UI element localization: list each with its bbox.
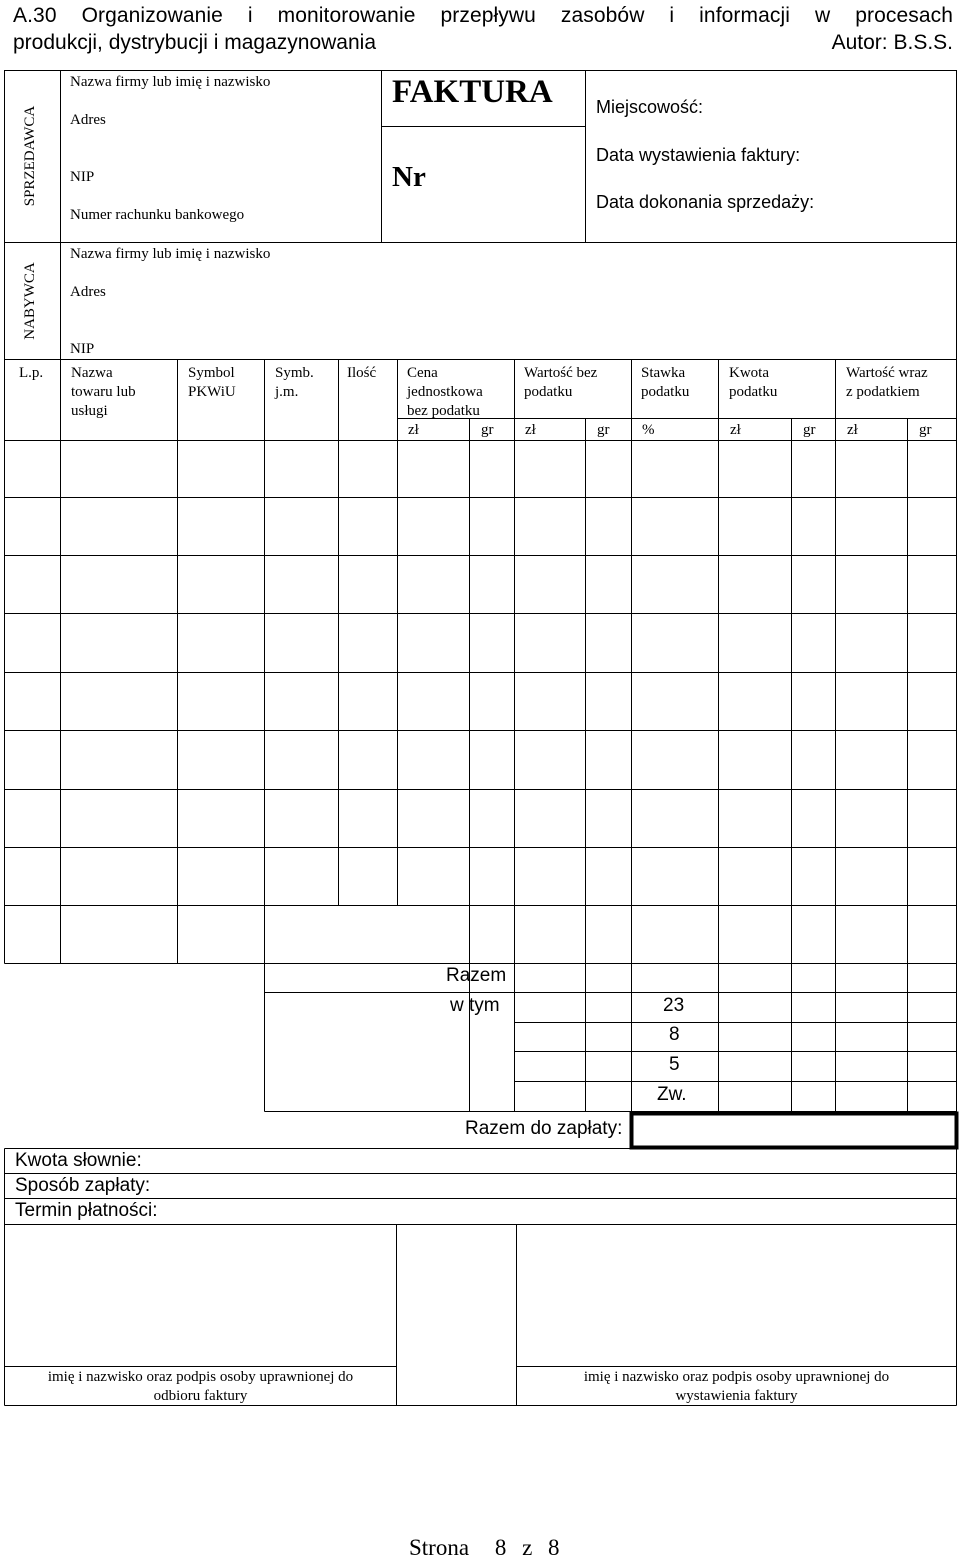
col-tax-amount-header-line-2: podatku bbox=[729, 384, 778, 400]
issuer-signature-label bbox=[517, 1368, 956, 1406]
total-label: Razem bbox=[446, 965, 507, 986]
buyer-address-label: Adres bbox=[70, 284, 106, 300]
header-author: Autor: B.S.S. bbox=[831, 31, 953, 54]
payment-term-label: Termin płatności: bbox=[15, 1200, 158, 1221]
col-pkwiu-header bbox=[188, 364, 236, 402]
col-name-header-line-2: towaru lub bbox=[71, 384, 136, 400]
unit-label-price-gr: gr bbox=[481, 422, 494, 438]
seller-address-label: Adres bbox=[70, 112, 106, 128]
issuer-signature-label-line-2: wystawienia faktury bbox=[675, 1388, 798, 1404]
rate-23: 23 bbox=[663, 995, 685, 1016]
col-tax-amount-header bbox=[729, 364, 777, 402]
rate-8: 8 bbox=[669, 1024, 680, 1045]
unit-label-gross-gr: gr bbox=[919, 422, 932, 438]
col-lp-header: L.p. bbox=[19, 365, 44, 381]
col-gross-value-header-line-1: Wartość wraz bbox=[846, 365, 928, 381]
col-unit-header-line-2: j.m. bbox=[275, 384, 299, 400]
buyer-name-label: Nazwa firmy lub imię i nazwisko bbox=[70, 246, 271, 262]
rate-5: 5 bbox=[669, 1054, 680, 1075]
col-rate-header-line-2: podatku bbox=[641, 384, 690, 400]
col-unit-price-header-line-2: jednostkowa bbox=[407, 384, 483, 400]
col-net-value-header-line-2: podatku bbox=[524, 384, 573, 400]
header-line-2: produkcji, dystrybucji i magazynowania bbox=[13, 31, 376, 54]
place-label: Miejscowość: bbox=[596, 97, 704, 117]
rate-exempt: Zw. bbox=[657, 1084, 687, 1105]
amount-words-label: Kwota słownie: bbox=[15, 1150, 142, 1171]
col-qty-header: Ilość bbox=[347, 365, 377, 381]
to-pay-label: Razem do zapłaty: bbox=[465, 1118, 623, 1139]
unit-label-tax-zl: zł bbox=[730, 422, 741, 438]
col-unit-header bbox=[275, 364, 314, 402]
unit-label-net-gr: gr bbox=[597, 422, 610, 438]
unit-label-price-zl: zł bbox=[408, 422, 419, 438]
payment-method-label: Sposób zapłaty: bbox=[15, 1175, 151, 1196]
including-label: w tym bbox=[450, 995, 500, 1016]
col-gross-value-header bbox=[846, 364, 928, 402]
page-of: z bbox=[522, 1535, 533, 1560]
col-unit-header-line-1: Symb. bbox=[275, 365, 314, 381]
col-unit-price-header-line-1: Cena bbox=[407, 365, 438, 381]
col-gross-value-header-line-2: z podatkiem bbox=[846, 384, 920, 400]
col-name-header-line-1: Nazwa bbox=[71, 365, 113, 381]
receiver-signature-area[interactable] bbox=[5, 1225, 396, 1366]
receiver-signature-label-line-2: odbioru faktury bbox=[153, 1388, 248, 1404]
col-unit-price-header bbox=[407, 364, 483, 421]
page-label: Strona bbox=[409, 1535, 470, 1560]
col-rate-header-line-1: Stawka bbox=[641, 365, 686, 381]
col-name-header bbox=[71, 364, 136, 421]
col-net-value-header bbox=[524, 364, 597, 402]
invoice-title: FAKTURA bbox=[392, 74, 553, 110]
buyer-side-label: NABYWCA bbox=[22, 262, 38, 340]
unit-label-rate-percent: % bbox=[642, 422, 655, 438]
unit-label-net-zl: zł bbox=[525, 422, 536, 438]
col-rate-header bbox=[641, 364, 689, 402]
unit-label-gross-zl: zł bbox=[847, 422, 858, 438]
issuer-signature-label-line-1: imię i nazwisko oraz podpis osoby uprawnionej do bbox=[583, 1369, 890, 1385]
unit-label-tax-gr: gr bbox=[803, 422, 816, 438]
seller-account-label: Numer rachunku bankowego bbox=[70, 207, 245, 223]
col-pkwiu-header-line-2: PKWiU bbox=[188, 384, 236, 400]
col-unit-price-header-line-3: bez podatku bbox=[407, 403, 480, 419]
invoice-number-label: Nr bbox=[392, 161, 426, 193]
seller-name-label: Nazwa firmy lub imię i nazwisko bbox=[70, 74, 271, 90]
col-pkwiu-header-line-1: Symbol bbox=[188, 365, 235, 381]
issue-date-label: Data wystawienia faktury: bbox=[596, 145, 801, 165]
receiver-signature-label-line-1: imię i nazwisko oraz podpis osoby uprawnionej do bbox=[47, 1369, 354, 1385]
issuer-signature-area[interactable] bbox=[517, 1225, 956, 1366]
receiver-signature-label bbox=[5, 1368, 396, 1406]
seller-side-label: SPRZEDAWCA bbox=[22, 105, 38, 207]
col-net-value-header-line-1: Wartość bez bbox=[524, 365, 598, 381]
to-pay-box[interactable] bbox=[632, 1114, 957, 1148]
header-line-1: A.30 Organizowanie i monitorowanie przepływu zasobów i informacji w procesach bbox=[13, 4, 953, 27]
page-total: 8 bbox=[548, 1535, 560, 1560]
buyer-nip-label: NIP bbox=[70, 341, 95, 357]
sale-date-label: Data dokonania sprzedaży: bbox=[596, 192, 815, 212]
seller-nip-label: NIP bbox=[70, 169, 95, 185]
col-tax-amount-header-line-1: Kwota bbox=[729, 365, 769, 381]
page-current: 8 bbox=[494, 1535, 507, 1560]
col-name-header-line-3: usługi bbox=[71, 403, 108, 419]
